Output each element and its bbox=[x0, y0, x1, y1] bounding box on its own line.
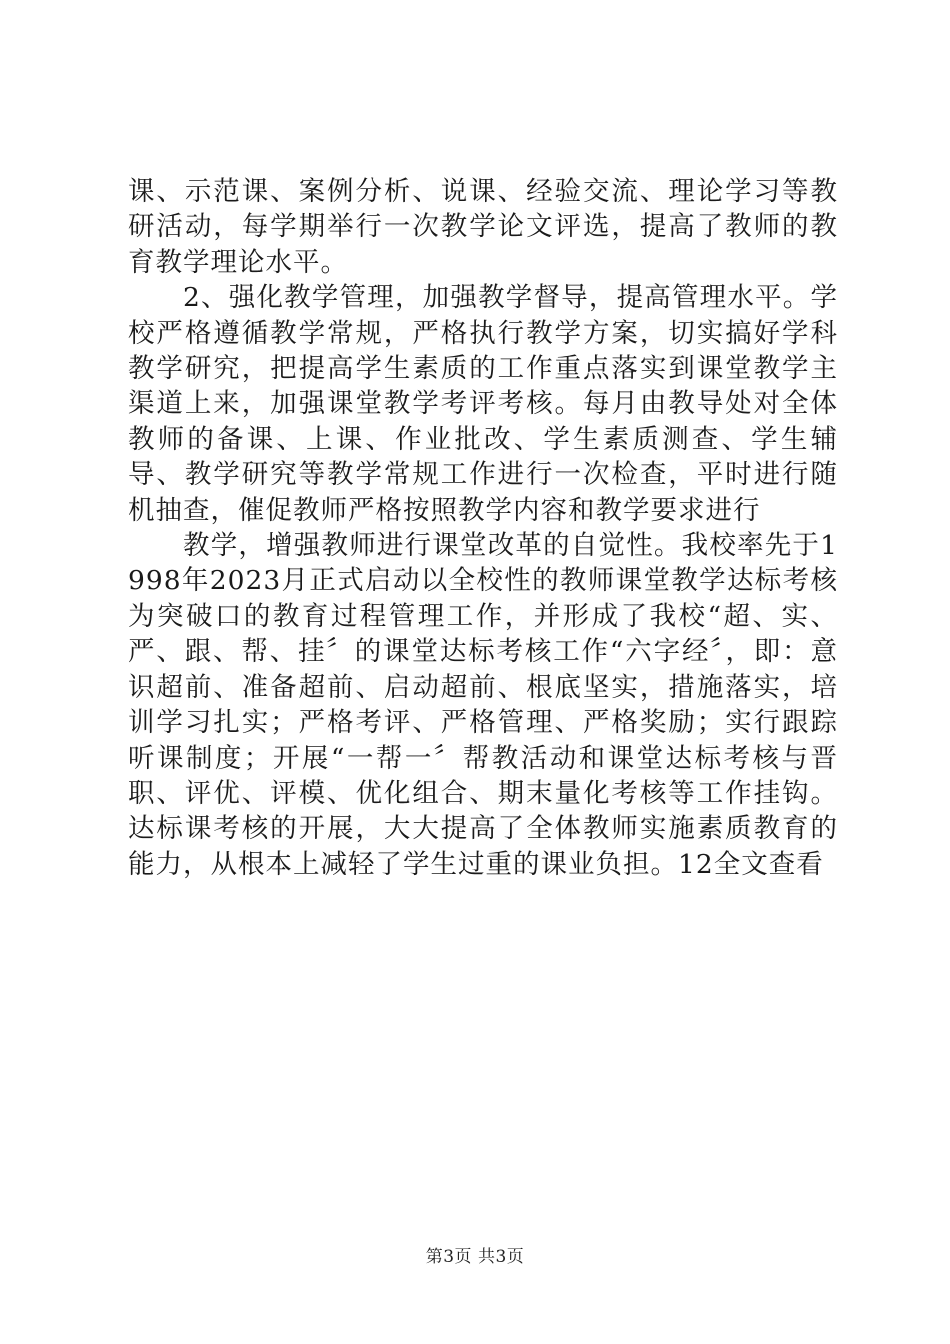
page-number-footer: 第3页 共3页 bbox=[425, 1247, 525, 1267]
paragraph-teaching-management: 2、强化教学管理，加强教学督导，提高管理水平。学校严格遵循教学常规，严格执行教学方案，切实搞好学科教学研究，把提高学生素质的工作重点落实到课堂教学主渠道上来，加强课堂教学考评考核。每月由教导处对全体教师的备课、上课、作业批改、学生素质测查、学生辅导、教学研究等教学常规工作进行一次检查，平时进行随机抽查，催促教师严格按照教学内容和教学要求进行 bbox=[128, 282, 838, 526]
paragraph-continuation: 课、示范课、案例分析、说课、经验交流、理论学习等教研活动，每学期举行一次教学论文评选，提高了教师的教育教学理论水平。 bbox=[128, 176, 838, 278]
document-body bbox=[128, 174, 838, 882]
paragraph-classroom-reform: 教学，增强教师进行课堂改革的自觉性。我校率先于1998年2023月正式启动以全校性的教师课堂教学达标考核为突破口的教育过程管理工作，并形成了我校“超、实、严、跟、帮、挂〞的课堂达标考核工作“六字经〞，即：意识超前、准备超前、启动超前、根底坚实，措施落实，培训学习扎实；严格考评、严格管理、严格奖励；实行跟踪听课制度；开展“一帮一〞帮教活动和课堂达标考核与晋职、评优、评模、优化组合、期末量化考核等工作挂钩。达标课考核的开展，大大提高了全体教师实施素质教育的能力，从根本上减轻了学生过重的课业负担。12全文查看 bbox=[128, 530, 838, 880]
